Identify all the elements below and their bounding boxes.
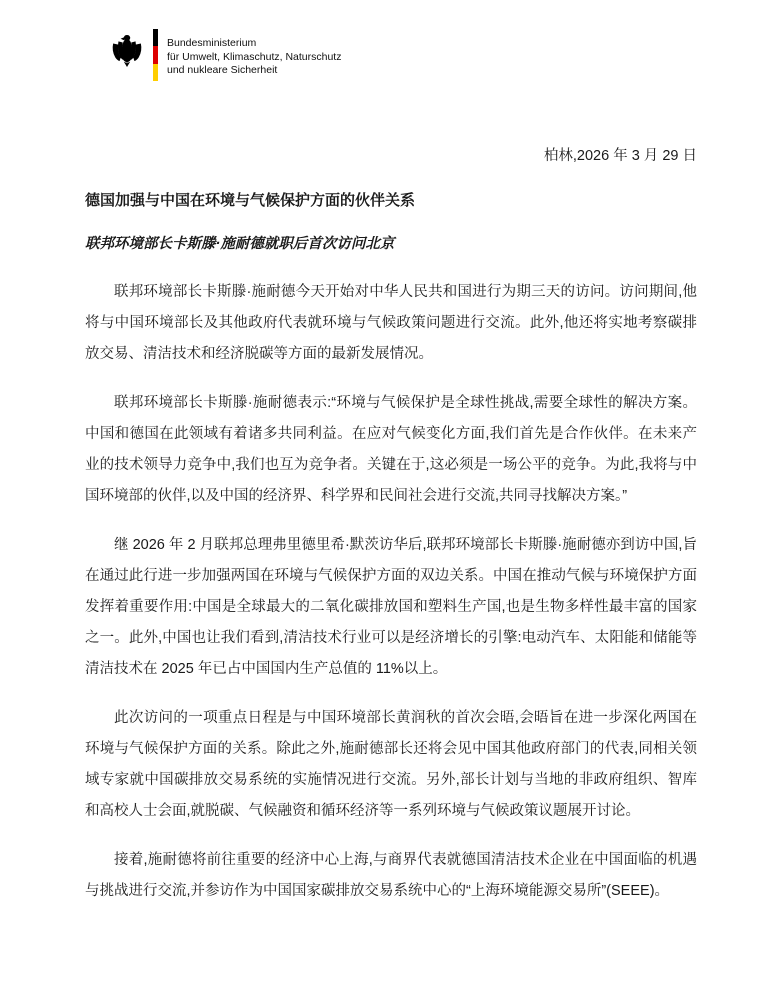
- paragraph-5: 接着,施耐德将前往重要的经济中心上海,与商界代表就德国清洁技术企业在中国面临的机遇与挑战进行交流,并参访作为中国国家碳排放交易系统中心的“上海环境能源交易所”(SEEE)。: [85, 852, 697, 899]
- ministry-name-line-1: Bundesministerium: [167, 37, 257, 49]
- ministry-name-line-3: und nukleare Sicherheit: [167, 64, 278, 77]
- paragraph-3: 继 2026 年 2 月联邦总理弗里德里希·默茨访华后,联邦环境部长卡斯滕·施耐德亦到访中国,旨在通过此行进一步加强两国在环境与气候保护方面的双边关系。中国在推动气候与环境保护方面发挥着重要作用:中国是全球最大的二氧化碳排放国和塑料生产国,也是生物多样性最丰富的国家之一。此外,中国也让我们看到,清洁技术行业可以是经济增长的引擎:电动汽车、太阳能和储能等清洁技术在 2025 年已占中国国内生产总值的 11%以上。: [85, 537, 697, 677]
- ministry-name: [167, 28, 341, 78]
- ministry-logo: [110, 28, 697, 84]
- paragraph-2: 联邦环境部长卡斯滕·施耐德表示:“环境与气候保护是全球性挑战,需要全球性的解决方案。中国和德国在此领域有着诸多共同利益。在应对气候变化方面,我们首先是合作伙伴。在未来产业的技术领导力竞争中,我们也互为竞争者。关键在于,这必须是一场公平的竞争。为此,我将与中国环境部的伙伴,以及中国的经济界、科学界和民间社会进行交流,共同寻找解决方案。”: [85, 395, 697, 504]
- paragraph-4: 此次访问的一项重点日程是与中国环境部长黄润秋的首次会晤,会晤旨在进一步深化两国在环境与气候保护方面的关系。除此之外,施耐德部长还将会见中国其他政府部门的代表,同相关领域专家就中国碳排放交易系统的实施情况进行交流。另外,部长计划与当地的非政府组织、智库和高校人士会面,就脱碳、气候融资和循环经济等一系列环境与气候政策议题展开讨论。: [85, 710, 697, 819]
- page-subtitle: 联邦环境部长卡斯滕·施耐德就职后首次访问北京: [85, 236, 395, 252]
- page-title: 德国加强与中国在环境与气候保护方面的伙伴关系: [85, 192, 416, 209]
- dateline: 柏林,2026 年 3 月 29 日: [543, 148, 697, 164]
- federal-eagle-icon: [110, 28, 144, 78]
- paragraph-1: 联邦环境部长卡斯滕·施耐德今天开始对中华人民共和国进行为期三天的访问。访问期间,他将与中国环境部长及其他政府代表就环境与气候政策问题进行交流。此外,他还将实地考察碳排放交易、清洁技术和经济脱碳等方面的最新发展情况。: [85, 284, 697, 362]
- ministry-name-line-2: für Umwelt, Klimaschutz, Naturschutz: [167, 50, 342, 63]
- german-flag-stripe-icon: [153, 29, 158, 81]
